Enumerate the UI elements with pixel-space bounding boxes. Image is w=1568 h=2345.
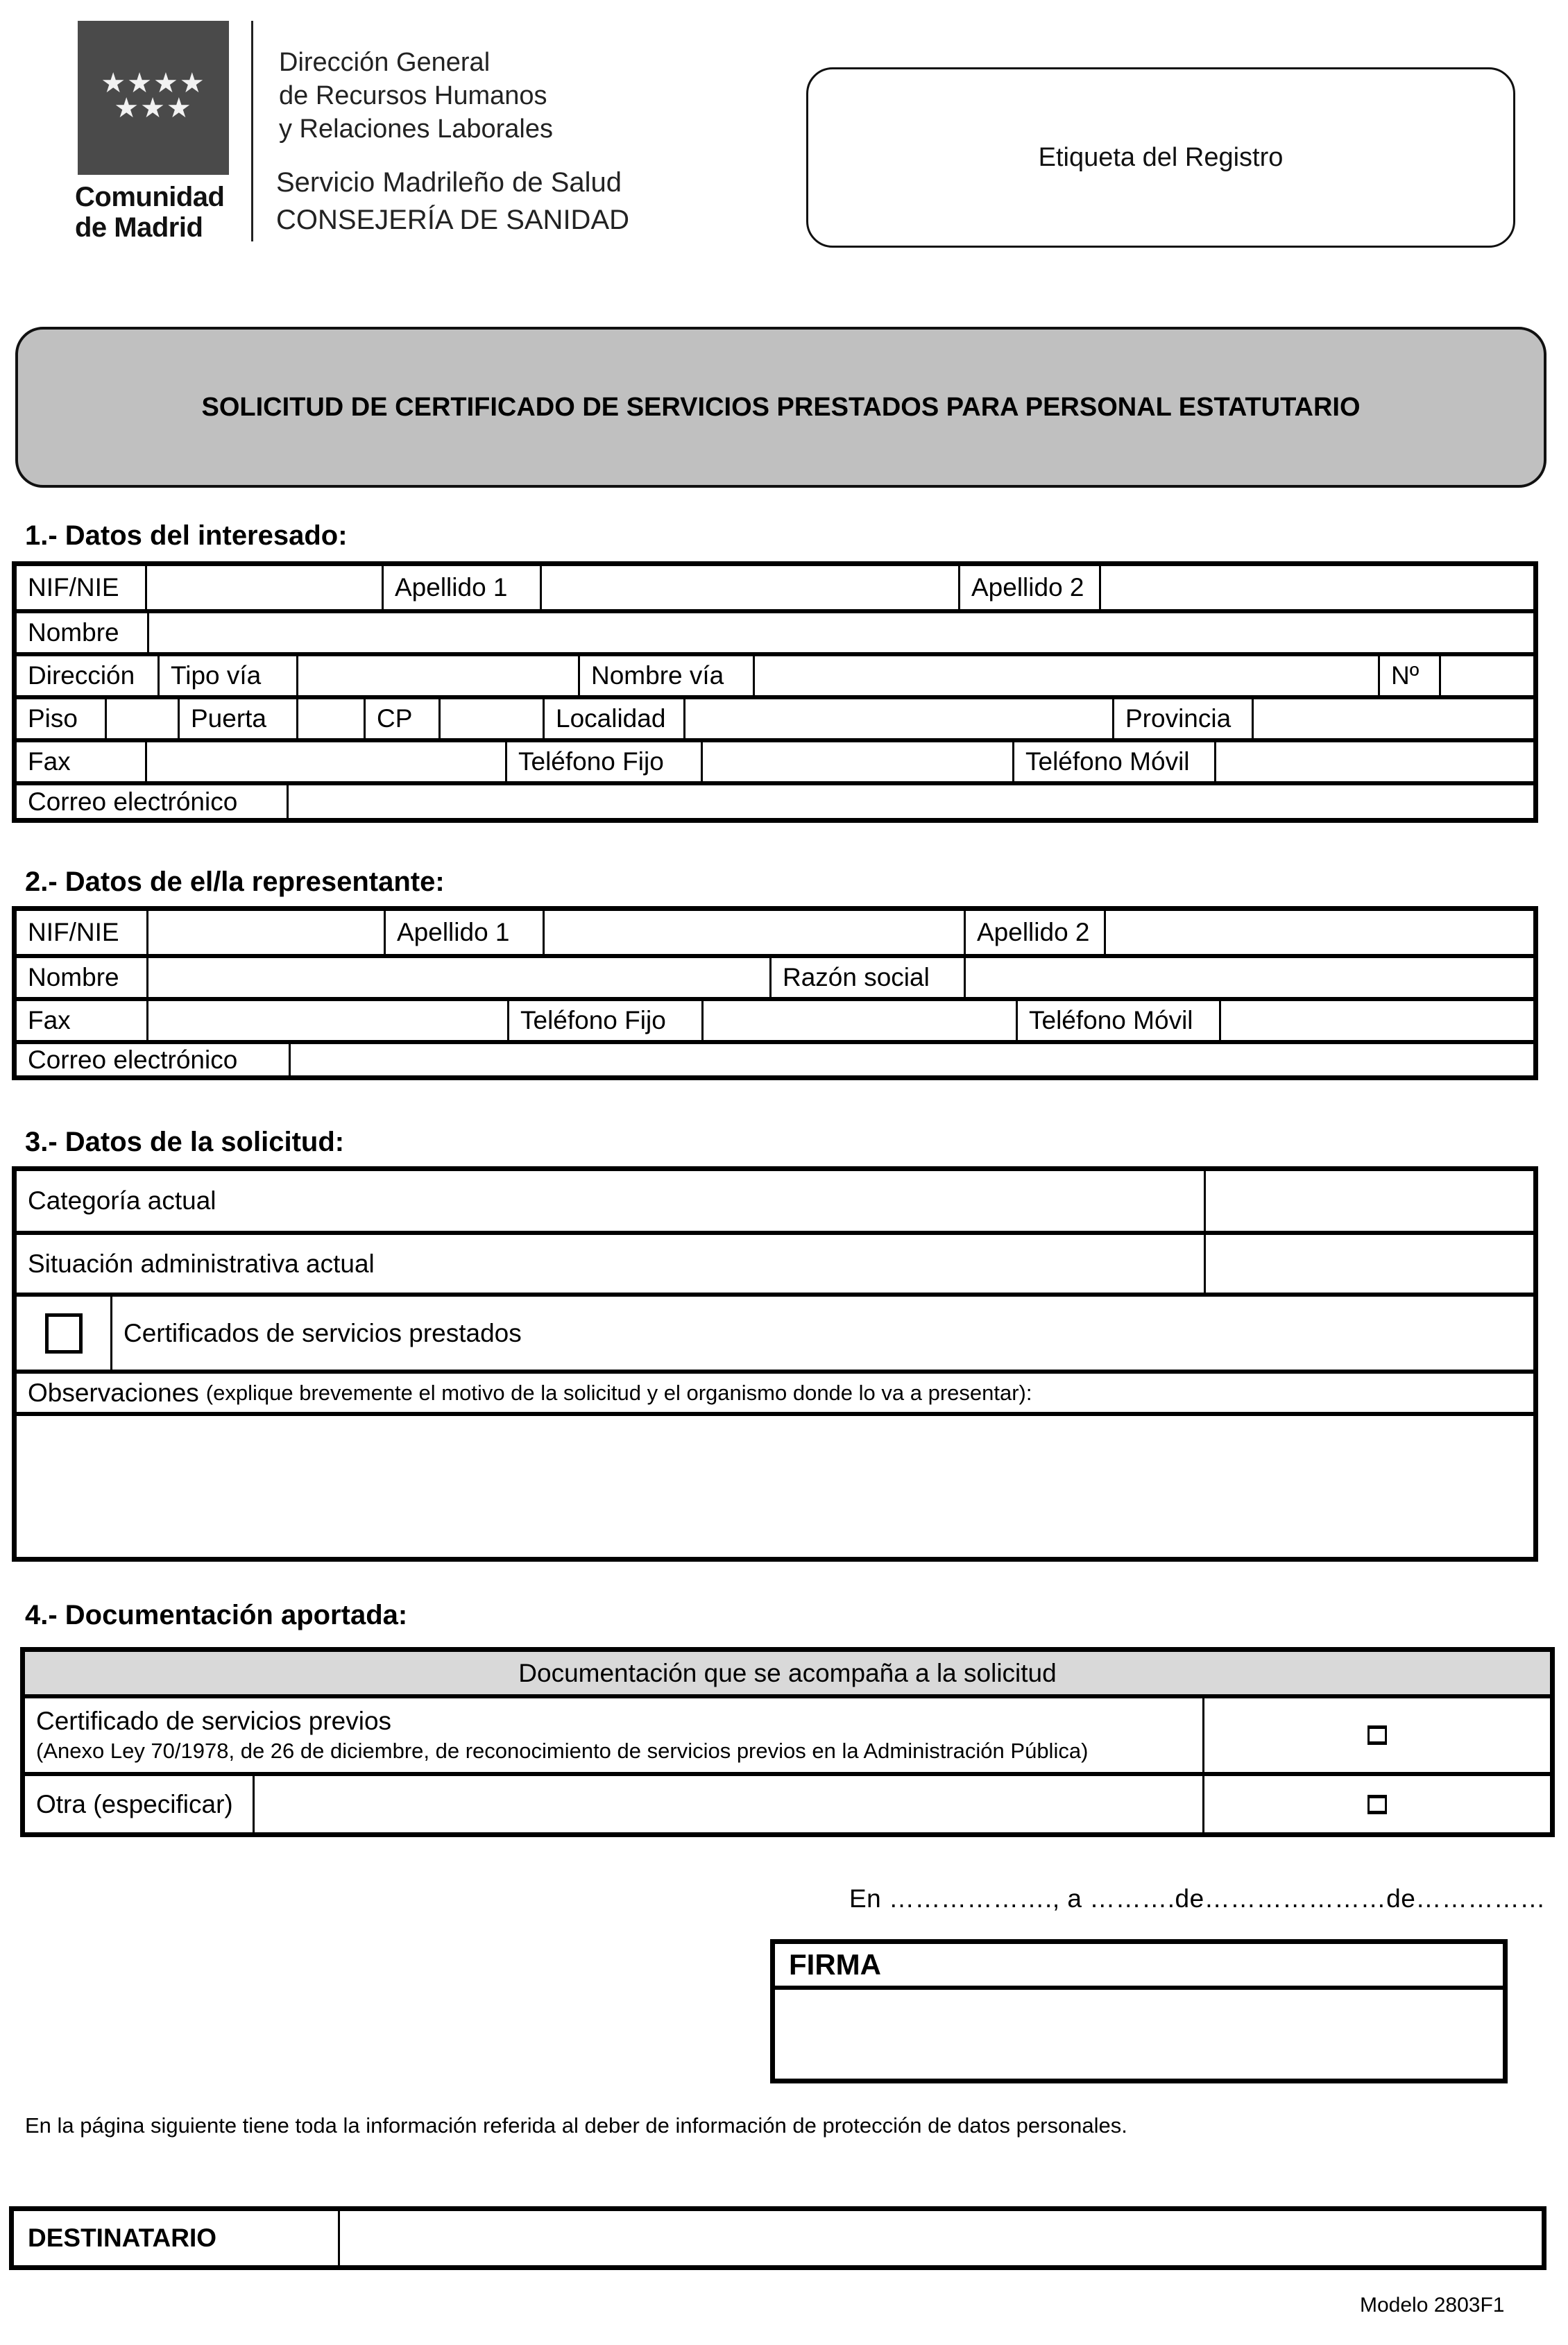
telefono-fijo-label: Teléfono Fijo — [507, 742, 703, 781]
localidad-label: Localidad — [545, 699, 685, 738]
registry-label-box: Etiqueta del Registro — [806, 67, 1515, 248]
section1-heading: 1.- Datos del interesado: — [25, 520, 348, 551]
table-row — [17, 781, 1533, 818]
data-protection-note: En la página siguiente tiene toda la información referida al deber de información de protección de datos personales. — [25, 2113, 1127, 2138]
nif-label: NIF/NIE — [17, 566, 147, 609]
rep-telefono-fijo-label: Teléfono Fijo — [509, 1001, 704, 1040]
stars-icon: ★★★★ ★★★ — [101, 68, 206, 123]
rep-nombre-label: Nombre — [17, 958, 148, 997]
section4-heading: 4.- Documentación aportada: — [25, 1600, 408, 1630]
rep-nif-field[interactable] — [148, 911, 386, 954]
certificados-label: Certificados de servicios prestados — [123, 1318, 522, 1347]
telefono-movil-field[interactable] — [1216, 742, 1533, 781]
numero-label: Nº — [1380, 656, 1441, 695]
logo-name: Comunidad de Madrid — [75, 182, 225, 243]
tipo-via-label: Tipo vía — [160, 656, 298, 695]
rep-nif-label: NIF/NIE — [17, 911, 148, 954]
section3-heading: 3.- Datos de la solicitud: — [25, 1127, 345, 1157]
nombre-via-field[interactable] — [755, 656, 1380, 695]
otra-checkbox-cell — [1204, 1776, 1550, 1832]
rep-nombre-field[interactable] — [148, 958, 772, 997]
rep-correo-field[interactable] — [291, 1044, 1533, 1075]
rep-fax-label: Fax — [17, 1001, 148, 1040]
destinatario-label: DESTINATARIO — [14, 2211, 340, 2265]
table-row — [17, 1231, 1533, 1293]
rep-telefono-movil-label: Teléfono Móvil — [1018, 1001, 1221, 1040]
telefono-fijo-field[interactable] — [703, 742, 1014, 781]
table-row — [17, 695, 1533, 738]
solicitud-table — [12, 1166, 1538, 1562]
certificados-checkbox[interactable] — [45, 1313, 83, 1354]
table-row — [25, 1772, 1550, 1832]
razon-social-field[interactable] — [966, 958, 1533, 997]
direccion-label: Dirección — [17, 656, 160, 695]
telefono-movil-label: Teléfono Móvil — [1014, 742, 1216, 781]
model-number: Modelo 2803F1 — [1360, 2294, 1505, 2317]
table-row — [17, 738, 1533, 781]
signature-area[interactable] — [775, 1990, 1503, 2079]
categoria-label: Categoría actual — [17, 1171, 1206, 1231]
tipo-via-field[interactable] — [298, 656, 580, 695]
situacion-label: Situación administrativa actual — [17, 1235, 1206, 1293]
piso-field[interactable] — [107, 699, 180, 738]
situacion-field[interactable] — [1206, 1235, 1533, 1293]
razon-social-label: Razón social — [772, 958, 966, 997]
observaciones-field[interactable] — [17, 1412, 1533, 1557]
apellido2-label: Apellido 2 — [960, 566, 1101, 609]
rep-apellido2-label: Apellido 2 — [966, 911, 1106, 954]
puerta-field[interactable] — [298, 699, 366, 738]
categoria-field[interactable] — [1206, 1171, 1533, 1231]
apellido1-field[interactable] — [542, 566, 960, 609]
rep-correo-label: Correo electrónico — [17, 1044, 291, 1075]
table-row — [17, 911, 1533, 954]
documentacion-table — [20, 1647, 1555, 1837]
rep-telefono-movil-field[interactable] — [1221, 1001, 1533, 1040]
firma-label: FIRMA — [775, 1944, 1503, 1990]
table-row — [17, 566, 1533, 609]
table-row — [17, 954, 1533, 997]
section2-heading: 2.- Datos de el/la representante: — [25, 867, 445, 897]
piso-label: Piso — [17, 699, 107, 738]
correo-field[interactable] — [289, 785, 1533, 818]
table-row — [17, 652, 1533, 695]
otra-field[interactable] — [255, 1776, 1204, 1832]
observaciones-label: Observaciones (explique brevemente el motivo de la solicitud y el organismo donde lo va a presentar): — [28, 1378, 1032, 1407]
provincia-label: Provincia — [1114, 699, 1254, 738]
correo-label: Correo electrónico — [17, 785, 289, 818]
date-place-line[interactable]: En ………………., a ……….de…………………de…………… — [849, 1884, 1546, 1913]
nombre-via-label: Nombre vía — [580, 656, 755, 695]
table-row — [25, 1694, 1550, 1772]
signature-box — [770, 1939, 1508, 2083]
cp-label: CP — [366, 699, 441, 738]
nif-field[interactable] — [147, 566, 384, 609]
header-divider — [251, 21, 253, 241]
fax-label: Fax — [17, 742, 147, 781]
certificado-previos-label: Certificado de servicios previos (Anexo Ley 70/1978, de 26 de diciembre, de reconocimiento de servicios previos en la Administración Pública) — [25, 1698, 1204, 1772]
certificado-previos-checkbox-cell — [1204, 1698, 1550, 1772]
observaciones-hint: (explique brevemente el motivo de la solicitud y el organismo donde lo va a presentar): — [205, 1380, 1032, 1405]
table-row — [17, 997, 1533, 1040]
destinatario-box — [9, 2206, 1546, 2270]
localidad-field[interactable] — [685, 699, 1114, 738]
table-row — [17, 1370, 1533, 1412]
otra-checkbox[interactable] — [1367, 1795, 1387, 1814]
nombre-label: Nombre — [17, 613, 149, 652]
representante-table — [12, 906, 1538, 1080]
rep-telefono-fijo-field[interactable] — [704, 1001, 1018, 1040]
nombre-field[interactable] — [149, 613, 1533, 652]
form-title: SOLICITUD DE CERTIFICADO DE SERVICIOS PRESTADOS PARA PERSONAL ESTATUTARIO — [15, 327, 1546, 488]
certificados-checkbox-cell — [17, 1297, 112, 1370]
service-name: Servicio Madrileño de Salud CONSEJERÍA DE SANIDAD — [276, 167, 630, 235]
provincia-field[interactable] — [1254, 699, 1533, 738]
certificado-previos-checkbox[interactable] — [1367, 1725, 1387, 1745]
comunidad-madrid-logo — [78, 21, 229, 175]
rep-apellido1-field[interactable] — [545, 911, 966, 954]
apellido1-label: Apellido 1 — [384, 566, 542, 609]
table-row — [17, 1171, 1533, 1231]
rep-fax-field[interactable] — [148, 1001, 509, 1040]
org-name: Dirección General de Recursos Humanos y Relaciones Laborales — [279, 48, 554, 144]
otra-label: Otra (especificar) — [25, 1776, 255, 1832]
cp-field[interactable] — [441, 699, 545, 738]
table-row — [17, 1293, 1533, 1370]
puerta-label: Puerta — [180, 699, 298, 738]
destinatario-field[interactable] — [340, 2211, 1542, 2265]
rep-apellido2-field[interactable] — [1106, 911, 1533, 954]
rep-apellido1-label: Apellido 1 — [386, 911, 545, 954]
numero-field[interactable] — [1441, 656, 1533, 695]
documentacion-header: Documentación que se acompaña a la solicitud — [25, 1652, 1550, 1694]
table-row — [17, 1040, 1533, 1075]
fax-field[interactable] — [147, 742, 507, 781]
apellido2-field[interactable] — [1101, 566, 1533, 609]
interesado-table — [12, 561, 1538, 823]
table-row — [17, 609, 1533, 652]
